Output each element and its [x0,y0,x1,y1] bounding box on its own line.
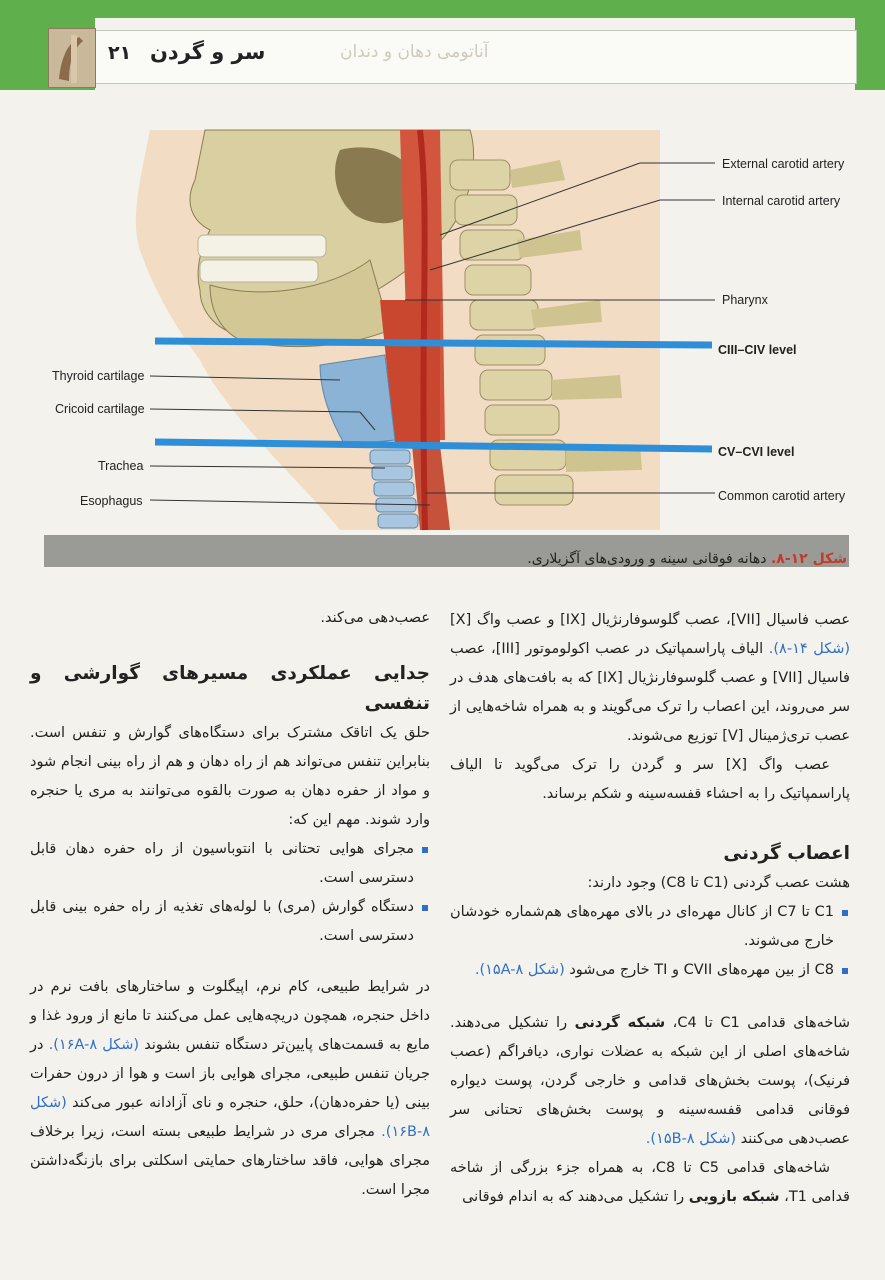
text: عصب فاسیال [VII]، عصب گلوسوفارنژیال [IX] و عصب واگ [X] [450,612,851,628]
label-internal-carotid: Internal carotid artery [722,194,841,208]
text: شاخه‌های قدامی C5 تا C8، به همراه جزء بزرگی از شاخه قدامی T1، [450,1160,850,1205]
figure-ref: (شکل ۱۵A-۸). [474,962,565,978]
caption-number: شکل ۱۲-۸. [770,551,847,567]
paragraph [30,973,430,1205]
figure-ref: (شکل ۱۶A-۸). [48,1037,140,1053]
section-heading: اعصاب گردنی [723,843,850,864]
paragraph [450,751,850,809]
section-heading: جدایی عملکردی مسیرهای گوارشی و تنفسی [30,663,430,714]
label-level-1: CIII–CIV level [718,343,797,357]
paragraph: حلق یک اتاقک مشترک برای دستگاه‌های گوارش و تنفس است. بنابراین تنفس می‌تواند هم از راه دهان و هم از راه بینی انجام شود و مواد از حفره دهان به صورت بالقوه می‌توانند به مری یا حنجره وارد شوند. مهم این که: [30,725,430,828]
text: در جریان تنفس طبیعی، مجرای هوایی باز است و هوا از درون حفرات بینی (یا حفره‌دهان)، حلق، حنجره و نای آزادانه عبور می‌کند [30,1037,431,1111]
label-common-carotid: Common carotid artery [718,489,846,503]
chapter-title: سر و گردن [150,40,266,64]
bold-term: شبکه بازویی [688,1189,780,1205]
list-item: مجرای هوایی تحتانی با انتوباسیون از راه حفره دهان قابل دسترسی است. [30,835,430,893]
text: مجرای مری در شرایط طبیعی بسته است، زیرا برخلاف مجرای هوایی، فاقد ساختارهای حمایتی اسکلتی برای بازنگه‌داشتن مجرا است. [30,1124,430,1198]
label-thyroid: Thyroid cartilage [52,369,145,383]
figure-ref: (شکل ۱۴-۸). [768,641,851,657]
paragraph: هشت عصب گردنی (C1 تا C8) وجود دارند: [587,875,850,891]
header-band [0,0,885,18]
text: عصب واگ [X] سر و گردن را ترک می‌گوید تا الیاف پاراسمپاتیک را به احشاء قفسه‌سینه و شکم برساند. [450,757,850,802]
label-esophagus: Esophagus [80,494,143,508]
label-trachea: Trachea [98,459,144,473]
paragraph [450,1154,850,1212]
label-cricoid: Cricoid cartilage [55,402,145,416]
paragraph: عصب‌دهی می‌کند. [320,610,430,626]
caption-text: دهانه فوقانی سینه و ورودی‌های آگزیلاری. [527,551,767,567]
label-pharynx: Pharynx [722,293,768,307]
list-item: C1 تا C7 از کانال مهره‌ای در بالای مهره‌های هم‌شماره خودشان خارج می‌شوند. [450,898,850,956]
bullet-list [450,898,850,985]
text: را تشکیل می‌دهند که به اندام فوقانی [462,1189,685,1205]
text: را تشکیل می‌دهند. شاخه‌های اصلی از این شبکه به عضلات نواری، دیافراگم (عصب فرنیک)، پوست بخش‌های قدامی و خارجی گردن، پوست دیواره فوقانی قدامی قفسه‌سینه و پوست بخش‌های تحتانی سر عصب‌دهی می‌کنند [450,1015,850,1147]
label-level-2: CV–CVI level [718,445,795,459]
paragraph [450,606,850,751]
text: شاخه‌های قدامی C1 تا C4، [672,1015,850,1031]
right-column [450,606,850,1212]
anatomy-figure [0,100,885,540]
figure-ref: (شکل ۱۵B-۸). [645,1131,736,1147]
bullet-list [30,835,430,951]
left-column [30,604,430,1205]
header-band-right [855,0,885,90]
header-faint-text: آناتومی دهان و دندان [340,42,489,62]
label-external-carotid: External carotid artery [722,157,845,171]
level-line-1 [155,341,712,345]
list-item: دستگاه گوارش (مری) با لوله‌های تغذیه از راه حفره بینی قابل دسترسی است. [30,893,430,951]
text: در شرایط طبیعی، کام نرم، اپیگلوت و ساختارهای بافت نرم در داخل حنجره، همچون دریچه‌هایی عمل می‌کنند تا مانع از ورود غذا و مایع به قسمت‌های پایین‌تر دستگاه تنفس بشوند [30,979,431,1053]
list-item [450,956,850,985]
paragraph [450,1009,850,1154]
page-number: ۲۱ [108,42,132,64]
chapter-thumbnail [48,28,96,88]
text: الیاف پاراسمپاتیک در عصب اکولوموتور [III]، عصب فاسیال [VII] و عصب گلوسوفارنژیال [IX] که به بافت‌های هدف در سر می‌روند، این اعصاب را ترک می‌گویند و به همراه شاخه‌هایی از عصب تری‌ژمینال [V] توزیع می‌شوند. [450,641,850,744]
figure-caption [527,551,847,567]
bold-term: شبکه گردنی [574,1015,666,1031]
text: C8 از بین مهره‌های CVII و TI خارج می‌شود [569,962,834,978]
figure-ref: (شکل ۱۶B-۸). [30,1095,430,1140]
